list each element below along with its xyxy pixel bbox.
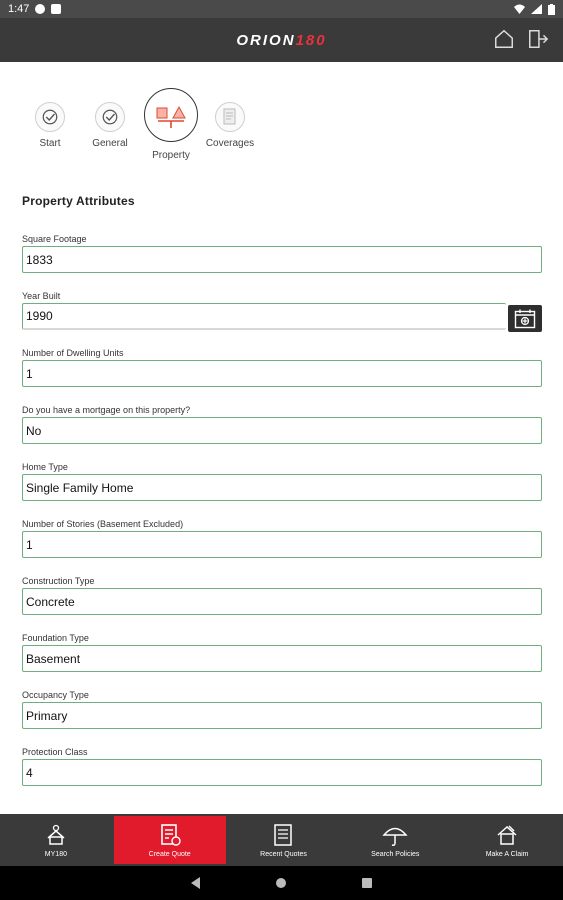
signal-icon [531,4,542,14]
step-label: Start [39,138,61,149]
year-built-input[interactable]: 1990 [22,303,506,330]
logo-text: ORION [236,31,296,49]
nav-create-quote[interactable] [114,816,226,864]
field-label: Foundation Type [22,633,89,643]
occupancy-type-select[interactable]: Primary [22,702,542,729]
notification-icon [35,4,45,14]
field-label: Home Type [22,462,68,472]
app-logo [236,32,326,49]
dwelling-units-input[interactable]: 1 [22,360,542,387]
check-icon [35,102,65,132]
recent-apps-icon[interactable] [362,878,372,888]
form-content [0,62,563,790]
dwelling-units-field [22,348,542,387]
step-start[interactable] [20,102,80,149]
logo-accent-text: 180 [295,31,327,49]
nav-label: Search Policies [371,851,420,858]
foundation-type-select[interactable]: Basement [22,645,542,672]
section-title: Property Attributes [22,194,135,208]
notification-icon-2 [51,4,61,14]
step-label: Property [152,150,190,161]
field-label: Protection Class [22,747,88,757]
field-label: Year Built [22,291,61,301]
nav-search-policies[interactable] [339,814,451,866]
home-button-icon[interactable] [276,878,286,888]
app-header [0,18,563,62]
calendar-icon [514,309,536,329]
logout-icon[interactable] [527,28,549,50]
field-label: Square Footage [22,234,87,244]
home-icon[interactable] [493,28,515,50]
wifi-icon [514,4,525,14]
occupancy-type-field [22,690,542,729]
nav-label: MY180 [44,851,67,858]
step-general[interactable] [80,102,140,149]
stories-input[interactable]: 1 [22,531,542,558]
square-footage-input[interactable]: 1833 [22,246,542,273]
protection-class-field [22,747,542,786]
home-type-field [22,462,542,501]
recent-quotes-icon [270,822,296,848]
step-label: Coverages [205,138,255,149]
construction-type-select[interactable]: Concrete [22,588,542,615]
square-footage-field [22,234,542,273]
field-label: Occupancy Type [22,690,89,700]
document-icon [215,102,245,132]
umbrella-icon [382,822,408,848]
mortgage-select[interactable]: No [22,417,542,444]
status-time: 1:47 [8,3,30,15]
step-property[interactable] [141,88,201,161]
nav-my180[interactable] [0,814,112,866]
calendar-button[interactable] [508,305,542,332]
nav-make-a-claim[interactable] [451,814,563,866]
field-label: Construction Type [22,576,95,586]
year-built-field [22,291,542,330]
stories-field [22,519,542,558]
foundation-type-field [22,633,542,672]
system-navigation [0,866,563,900]
quote-icon [157,822,183,848]
nav-label: Make A Claim [485,851,529,858]
step-label: General [92,138,128,149]
home-type-select[interactable]: Single Family Home [22,474,542,501]
back-icon[interactable] [191,877,200,889]
construction-type-field [22,576,542,615]
progress-steps [22,88,272,164]
nav-label: Create Quote [148,851,191,858]
field-label: Do you have a mortgage on this property? [22,405,191,415]
property-icon [144,88,198,142]
mortgage-field [22,405,542,444]
status-bar [0,0,563,18]
battery-icon [548,4,555,15]
nav-recent-quotes[interactable] [228,814,340,866]
field-label: Number of Stories (Basement Excluded) [22,519,184,529]
check-icon [95,102,125,132]
protection-class-input[interactable]: 4 [22,759,542,786]
nav-label: Recent Quotes [260,851,307,858]
bottom-navigation [0,814,563,866]
field-label: Number of Dwelling Units [22,348,124,358]
claim-house-icon [494,822,520,848]
my180-icon [43,822,69,848]
step-coverages[interactable] [200,102,260,149]
